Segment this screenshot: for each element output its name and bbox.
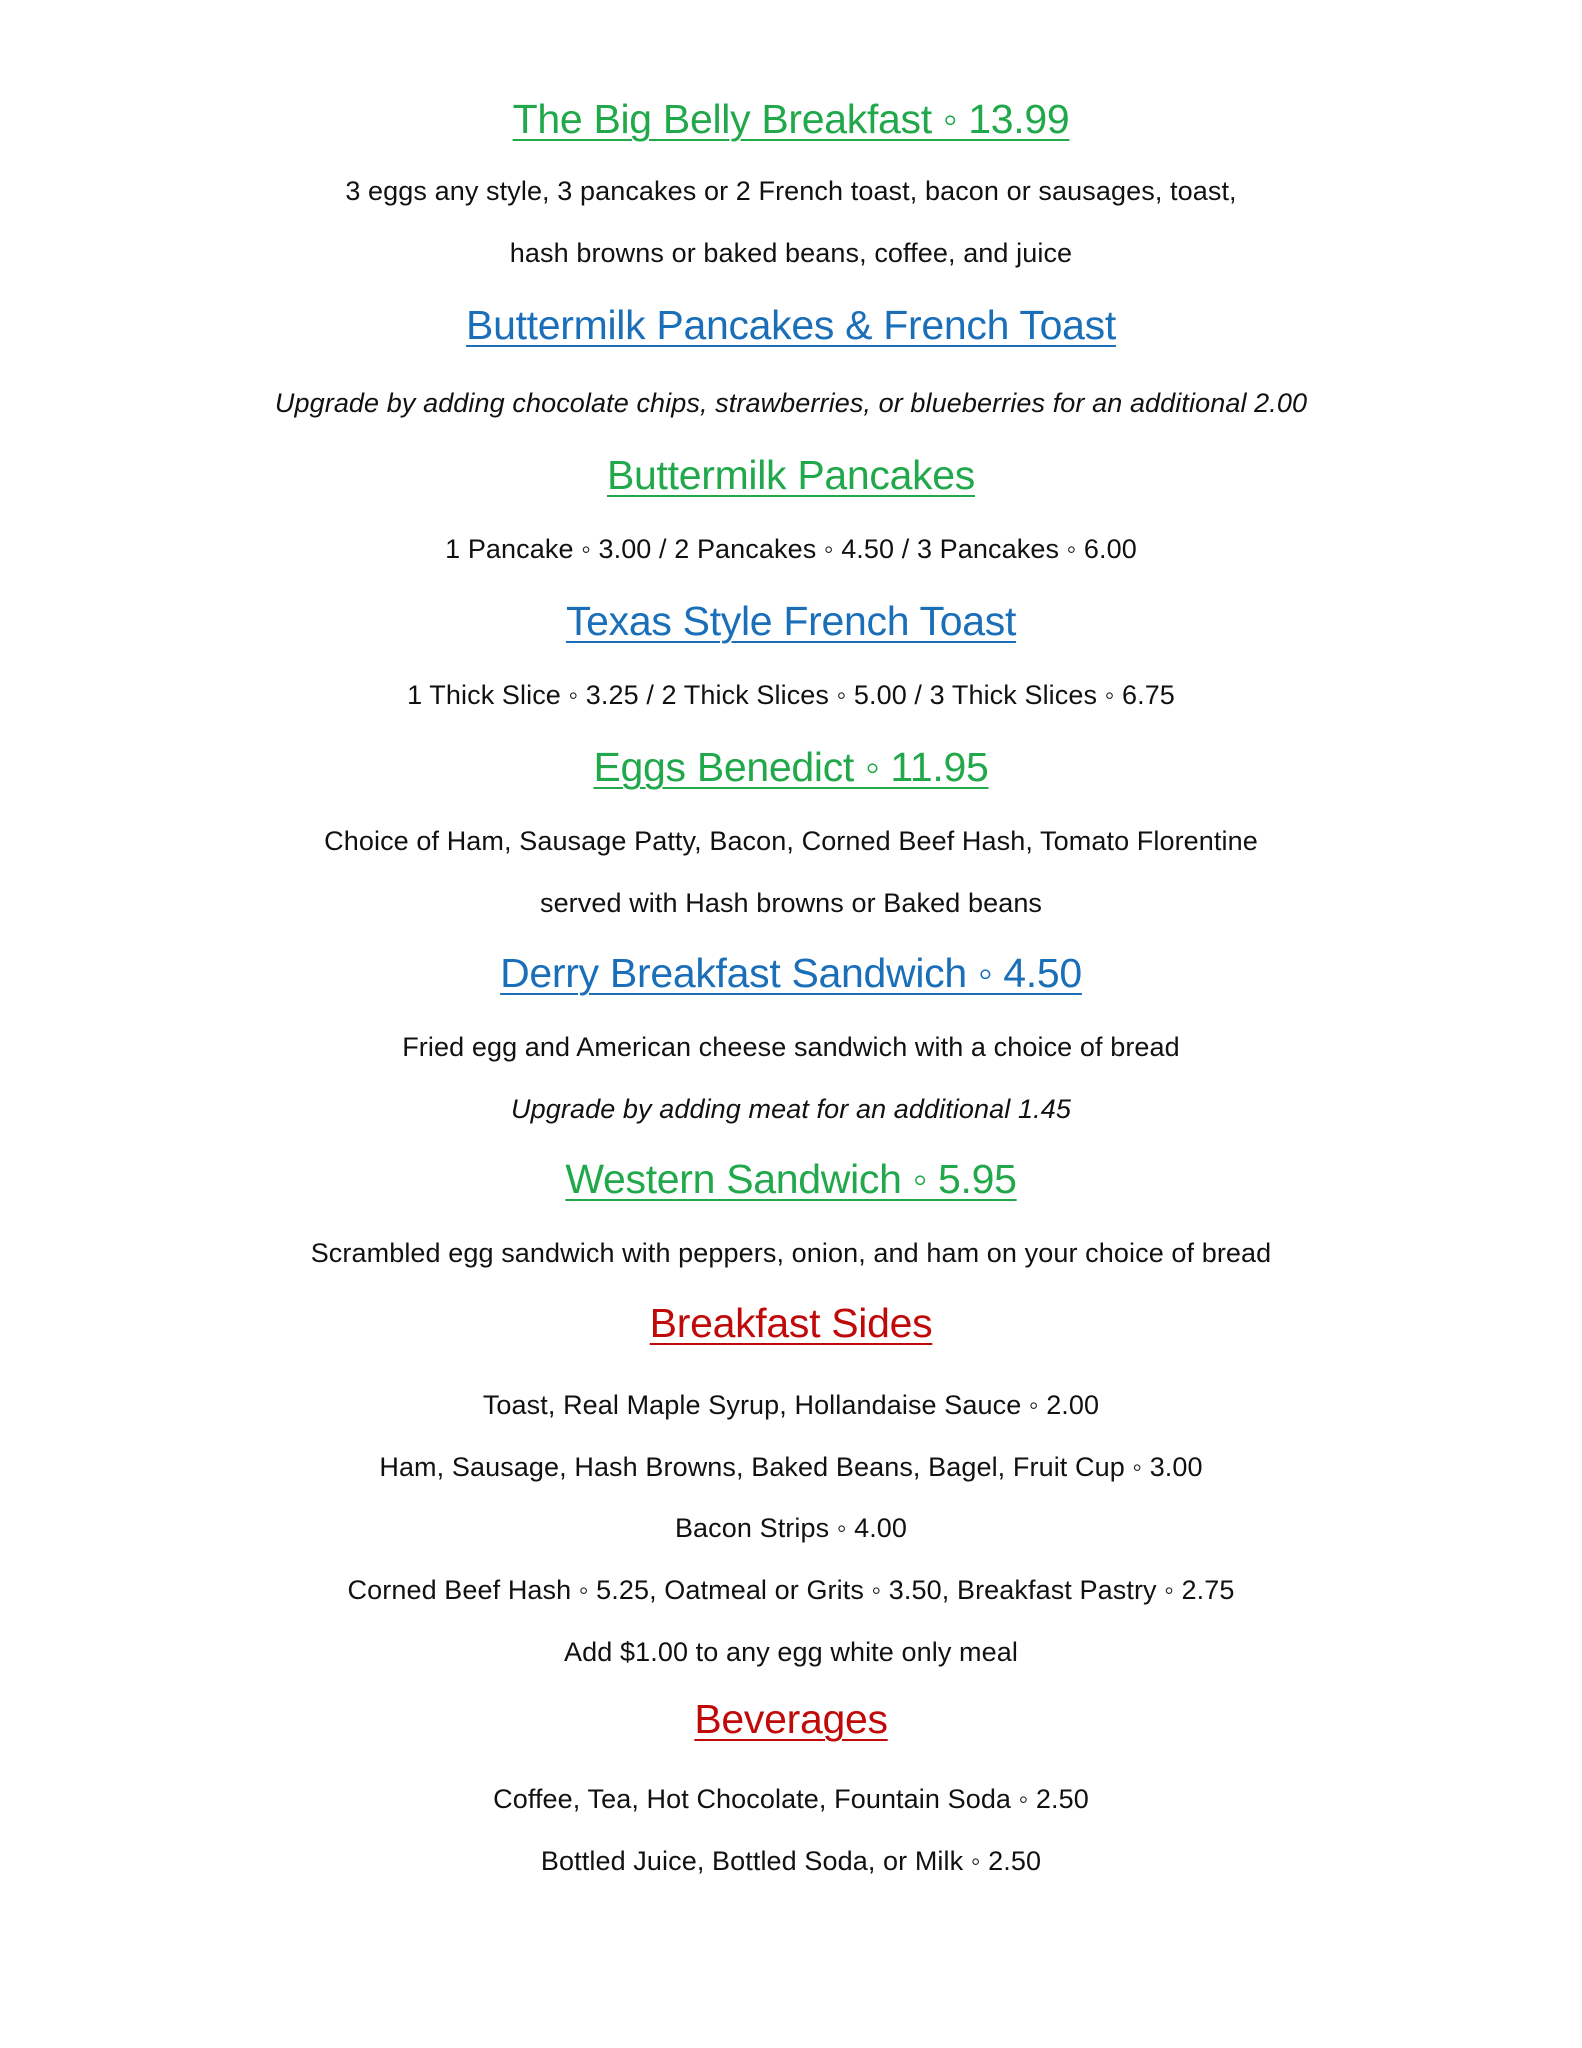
western-sandwich-description: Scrambled egg sandwich with peppers, onion, and ham on your choice of bread	[310, 1238, 1272, 1268]
buttermilk-pancakes-prices: 1 Pancake ◦ 3.00 / 2 Pancakes ◦ 4.50 / 3 Pancakes ◦ 6.00	[445, 534, 1137, 564]
texas-french-toast-prices: 1 Thick Slice ◦ 3.25 / 2 Thick Slices ◦ 5.00 / 3 Thick Slices ◦ 6.75	[407, 680, 1175, 710]
breakfast-sides-item: Add $1.00 to any egg white only meal	[564, 1637, 1018, 1667]
breakfast-sides-item: Bacon Strips ◦ 4.00	[674, 1513, 908, 1543]
eggs-benedict-description-line-2: served with Hash browns or Baked beans	[539, 888, 1043, 918]
big-belly-description-line-1: 3 eggs any style, 3 pancakes or 2 French toast, bacon or sausages, toast,	[345, 176, 1237, 206]
breakfast-sides-item: Ham, Sausage, Hash Browns, Baked Beans, Bagel, Fruit Cup ◦ 3.00	[379, 1452, 1203, 1482]
texas-french-toast-heading: Texas Style French Toast	[565, 598, 1017, 644]
beverages-item: Bottled Juice, Bottled Soda, or Milk ◦ 2.50	[540, 1846, 1042, 1876]
breakfast-sides-heading: Breakfast Sides	[649, 1300, 933, 1346]
buttermilk-pancakes-heading: Buttermilk Pancakes	[606, 452, 975, 498]
eggs-benedict-heading: Eggs Benedict ◦ 11.95	[593, 744, 989, 790]
derry-sandwich-upgrade-note: Upgrade by adding meat for an additional 1.45	[511, 1094, 1071, 1124]
western-sandwich-heading: Western Sandwich ◦ 5.95	[565, 1156, 1017, 1202]
beverages-item: Coffee, Tea, Hot Chocolate, Fountain Soda ◦ 2.50	[493, 1784, 1089, 1814]
eggs-benedict-description-line-1: Choice of Ham, Sausage Patty, Bacon, Corned Beef Hash, Tomato Florentine	[324, 826, 1258, 856]
big-belly-description-line-2: hash browns or baked beans, coffee, and juice	[509, 238, 1073, 268]
breakfast-sides-item: Toast, Real Maple Syrup, Hollandaise Sauce ◦ 2.00	[482, 1390, 1100, 1420]
derry-sandwich-description: Fried egg and American cheese sandwich with a choice of bread	[402, 1032, 1180, 1062]
pancakes-french-toast-upgrade-note: Upgrade by adding chocolate chips, strawberries, or blueberries for an additional 2.00	[274, 388, 1308, 418]
pancakes-french-toast-heading: Buttermilk Pancakes & French Toast	[466, 302, 1116, 348]
big-belly-breakfast-heading: The Big Belly Breakfast ◦ 13.99	[512, 96, 1070, 142]
breakfast-sides-item: Corned Beef Hash ◦ 5.25, Oatmeal or Grits ◦ 3.50, Breakfast Pastry ◦ 2.75	[347, 1575, 1235, 1605]
derry-breakfast-sandwich-heading: Derry Breakfast Sandwich ◦ 4.50	[500, 950, 1082, 996]
beverages-heading: Beverages	[694, 1696, 888, 1742]
